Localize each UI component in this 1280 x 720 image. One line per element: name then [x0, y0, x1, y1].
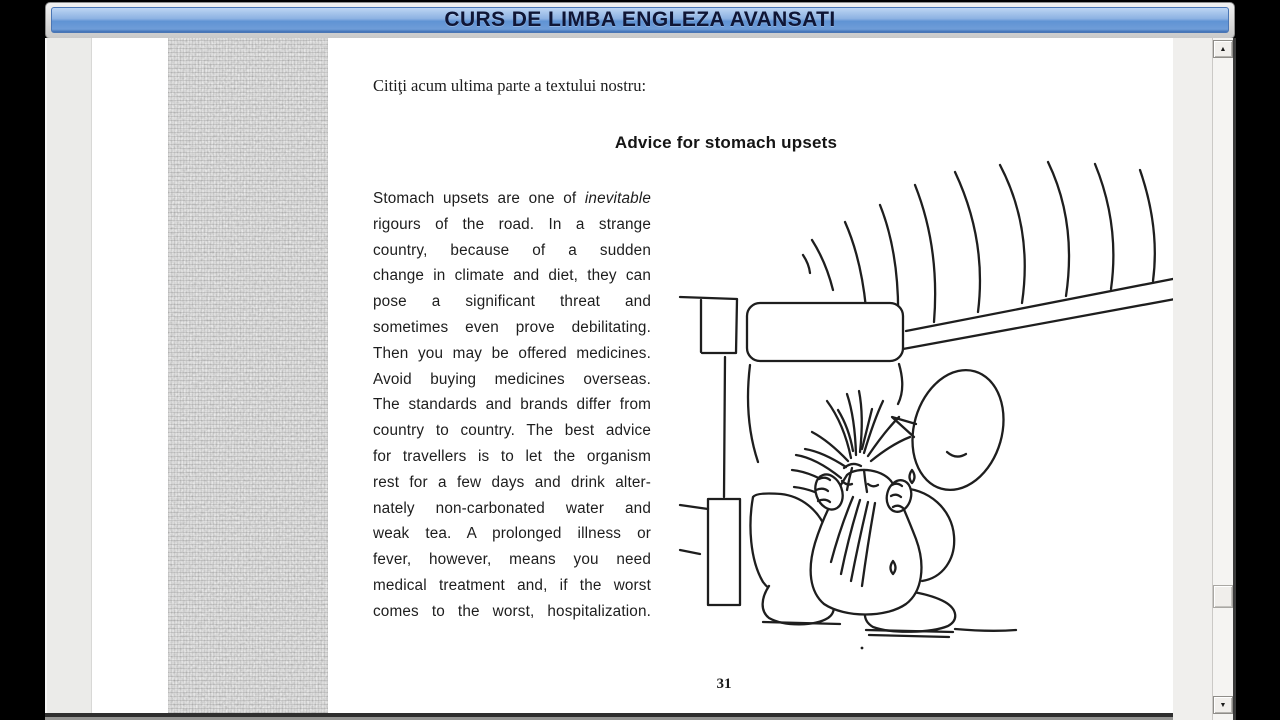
- up-arrow-icon: ▲: [1219, 45, 1227, 53]
- right-pillarbox: [1235, 0, 1280, 720]
- paragraph-line: comes to the worst, hospitalization.: [373, 602, 651, 620]
- texture-weave-overlay: [168, 38, 328, 713]
- scanned-page-texture: [168, 38, 328, 713]
- intro-text: Citiţi acum ultima parte a textului nostru:: [373, 76, 647, 95]
- document-viewport: [45, 38, 1235, 720]
- paragraph-line: country, because of a sudden: [373, 241, 651, 259]
- scroll-up-button[interactable]: [1213, 40, 1233, 58]
- down-arrow-icon: ▼: [1219, 701, 1227, 709]
- scroll-down-button[interactable]: [1213, 696, 1233, 714]
- paragraph-line: nately non-carbonated water and: [373, 499, 651, 517]
- viewer-left-margin: [45, 38, 92, 720]
- left-pillarbox: [0, 0, 45, 720]
- paragraph-line: The standards and brands differ from: [373, 396, 651, 414]
- course-title: CURS DE LIMBA ENGLEZA AVANSATI: [444, 8, 836, 31]
- paragraph-line: weak tea. A prolonged illness or: [373, 525, 651, 543]
- paragraph-line: Stomach upsets are one of inevitable: [373, 190, 651, 207]
- paragraph-line: medical treatment and, if the worst: [373, 576, 651, 594]
- paragraph-line: Avoid buying medicines overseas.: [373, 370, 651, 388]
- sick-traveller-cartoon: [678, 160, 1190, 652]
- page-number: 31: [716, 676, 732, 692]
- viewer-right-border: [1233, 38, 1236, 720]
- paragraph-line: pose a significant threat and: [373, 293, 651, 311]
- paragraph-line: for travellers is to let the organism: [373, 447, 651, 465]
- paragraph-line: sometimes even prove debilitating.: [373, 318, 651, 336]
- paragraph-line: country to country. The best advice: [373, 422, 651, 440]
- paragraph-line: change in climate and diet, they can: [373, 267, 651, 285]
- scrollbar-thumb[interactable]: [1213, 585, 1233, 608]
- paragraph-line: rigours of the road. In a strange: [373, 215, 651, 233]
- paragraph-line: rest for a few days and drink alter-: [373, 473, 651, 491]
- article-heading: Advice for stomach upsets: [614, 133, 838, 152]
- scrollbar-track[interactable]: [1212, 38, 1233, 720]
- article-paragraph: [373, 186, 651, 625]
- paragraph-line: Then you may be offered medicines.: [373, 344, 651, 362]
- title-banner: [45, 2, 1235, 39]
- paragraph-line: fever, however, means you need: [373, 551, 651, 569]
- title-banner-inner: [51, 7, 1229, 33]
